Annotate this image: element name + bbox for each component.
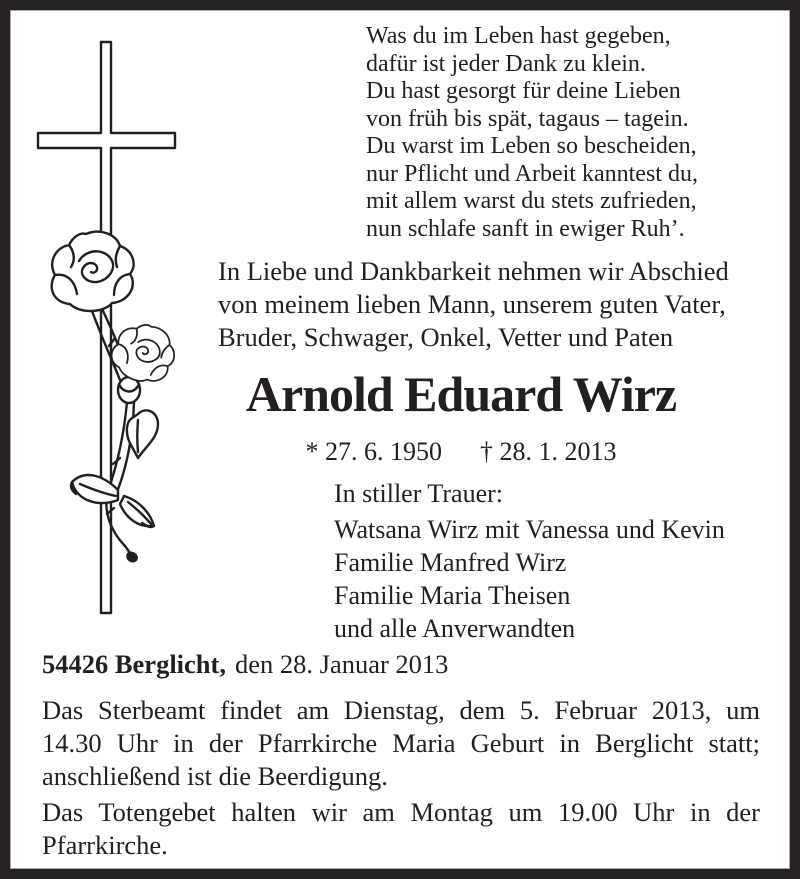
prayer-notice [42,796,760,862]
intro-line: Bruder, Schwager, Onkel, Vetter und Paten [218,322,674,352]
rose-icon [52,232,134,311]
place-dateline [42,649,448,680]
mourner-line: Familie Maria Theisen [334,581,571,610]
notice-date: den 28. Januar 2013 [235,649,449,679]
intro-line: von meinem lieben Mann, unserem guten Vater, [218,289,726,319]
poem-line: Du hast gesorgt für deine Lieben [366,78,681,104]
deceased-name: Arnold Eduard Wirz [245,366,677,422]
poem-line: nur Pflicht und Arbeit kanntest du, [366,160,698,187]
poem-line: Was du im Leben hast gegeben, [366,23,671,49]
mourning-heading: In stiller Trauer: [334,479,503,508]
prayer-line: Das Totengebet halten wir am Montag um 19.00 Uhr in der [42,797,760,827]
mourner-line: Watsana Wirz mit Vanessa und Kevin [334,515,725,544]
farewell-intro [218,255,729,354]
cross-and-roses-graphic [30,38,190,630]
stem-end-bulb [126,551,139,563]
intro-line: In Liebe und Dankbarkeit nehmen wir Abschied [218,256,729,286]
poem-line: nun schlafe sanft in ewiger Ruh’. [366,215,685,242]
funeral-service-notice [42,694,760,793]
mourner-line: und alle Anverwandten [334,614,576,643]
leaf-icon [71,475,154,527]
memorial-poem [366,23,698,243]
mourner-line: Familie Manfred Wirz [334,548,567,577]
prayer-line: Pfarrkirche. [42,830,168,860]
funeral-line: Das Sterbeamt findet am Dienstag, dem 5. Februar 2013, um [42,695,760,725]
mourners-list [334,513,725,645]
poem-line: dafür ist jeder Dank zu klein. [366,50,646,77]
poem-line: von früh bis spät, tagaus – tagein. [366,105,689,132]
poem-line: mit allem warst du stets zufrieden, [366,188,697,214]
poem-line: Du warst im Leben so bescheiden, [366,133,697,159]
place-postal: 54426 Berglicht, [42,649,226,679]
rose-icon [105,315,183,392]
birth-date: * 27. 6. 1950 [305,437,442,466]
funeral-line: anschließend ist die Beerdigung. [42,761,388,791]
funeral-line: 14.30 Uhr in der Pfarrkirche Maria Geburt in Berglicht statt; [42,728,760,758]
death-date: † 28. 1. 2013 [480,437,617,466]
life-dates [208,437,714,467]
leaf-icon [127,410,158,458]
